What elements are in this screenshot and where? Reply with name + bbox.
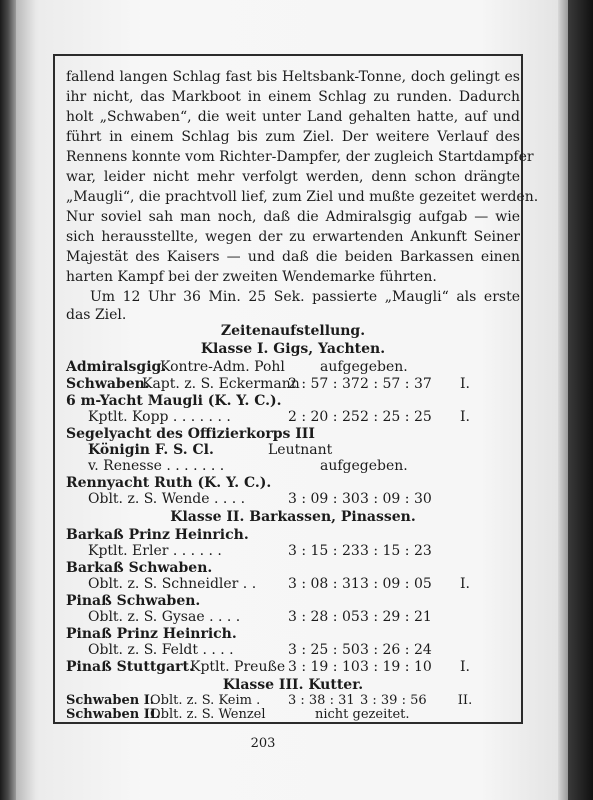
boat-name: Barkaß Prinz Heinrich. <box>66 527 249 543</box>
section-heading: Zeitenaufstellung. <box>220 323 366 339</box>
crew-name: Kptlt. Kopp . . . . . . . <box>88 409 231 425</box>
boat-name: Schwaben II. <box>66 707 161 722</box>
boat-name: 6 m-Yacht Maugli (K. Y. C.). <box>66 393 282 409</box>
time-corrected: 3 : 09 : 05 <box>360 576 432 592</box>
placing: I. <box>460 409 470 425</box>
placing: I. <box>460 576 470 592</box>
time-corrected: 3 : 15 : 23 <box>360 543 432 559</box>
crew-name: Oblt. z. S. Wende . . . . <box>88 491 246 507</box>
placing: I. <box>460 659 470 675</box>
paragraph-line: „Maugli“, die prachtvoll lief, zum Ziel und mußte gezeitet werden. <box>66 189 539 205</box>
boat-name: Barkaß Schwaben. <box>66 560 213 576</box>
time-corrected: 3 : 09 : 30 <box>360 491 432 507</box>
placing: I. <box>460 376 470 392</box>
boat-name: Segelyacht des Offizierkorps III <box>66 426 315 442</box>
boat-name: Schwaben I. <box>66 693 155 708</box>
boat-name-line2: Königin F. S. Cl. <box>88 442 214 458</box>
time-elapsed: 3 : 28 : 05 <box>288 609 360 625</box>
crew-name: Kptlt. Erler . . . . . . <box>88 543 222 559</box>
paragraph-line: war, leider nicht mehr verfolgt werden, denn schon drängte <box>66 169 520 185</box>
paragraph-line: holt „Schwaben“, die weit unter Land gehalten hatte, auf und <box>66 109 520 125</box>
class-heading: Klasse I. Gigs, Yachten. <box>200 341 386 357</box>
time-corrected: 3 : 26 : 24 <box>360 642 432 658</box>
time-corrected: 3 : 39 : 56 <box>360 693 427 708</box>
time-elapsed: 3 : 38 : 31 <box>288 693 355 708</box>
time-elapsed: 3 : 15 : 23 <box>288 543 360 559</box>
paragraph-line: Nur soviel sah man noch, daß die Admiralsgig aufgab — wie <box>66 209 520 225</box>
paragraph2-line: Um 12 Uhr 36 Min. 25 Sek. passierte „Maugli“ als erste <box>90 289 520 305</box>
paragraph-line: harten Kampf bei der zweiten Wendemarke führten. <box>66 269 437 285</box>
time-corrected: 3 : 19 : 10 <box>360 659 432 675</box>
boat-name: Pinaß Prinz Heinrich. <box>66 626 237 642</box>
crew-name: Oblt. z. S. Feldt . . . . <box>88 642 234 658</box>
crew-name: Oblt. z. S. Gysae . . . . <box>88 609 241 625</box>
page-edge <box>558 0 568 800</box>
time-elapsed: 2 : 20 : 25 <box>288 409 360 425</box>
crew-name: v. Renesse . . . . . . . <box>88 458 225 474</box>
paragraph-line: fallend langen Schlag fast bis Heltsbank-Tonne, doch gelingt es <box>66 69 520 85</box>
book-edge <box>568 0 593 800</box>
paragraph-line: ihr nicht, das Markboot in einem Schlag zu runden. Dadurch <box>66 89 520 105</box>
crew-name: Kapt. z. S. Eckermann <box>142 376 300 392</box>
crew-rank: Leutnant <box>268 442 333 458</box>
result-note: nicht gezeitet. <box>315 707 410 722</box>
time-corrected: 3 : 29 : 21 <box>360 609 432 625</box>
time-elapsed: 3 : 25 : 50 <box>288 642 360 658</box>
time-elapsed: 3 : 09 : 30 <box>288 491 360 507</box>
crew-name: Kptlt. Preuße <box>190 659 286 675</box>
crew-name: Oblt. z. S. Schneidler . . <box>88 576 257 592</box>
boat-name: Pinaß Schwaben. <box>66 593 201 609</box>
crew-name: Oblt. z. S. Keim . <box>150 693 261 708</box>
paragraph2-line: das Ziel. <box>66 307 127 323</box>
paragraph-line: Majestät des Kaisers — und daß die beiden Barkassen einen <box>66 249 520 265</box>
page-number: 203 <box>250 736 276 751</box>
crew-name: Oblt. z. S. Wenzel <box>150 707 266 722</box>
paragraph-line: Rennens konnte vom Richter-Dampfer, der zugleich Startdampfer <box>66 149 534 165</box>
class-heading: Klasse II. Barkassen, Pinassen. <box>170 509 416 525</box>
paragraph-line: führt in einem Schlag bis zum Ziel. Der weitere Verlauf des <box>66 129 520 145</box>
time-corrected: 2 : 25 : 25 <box>360 409 432 425</box>
boat-name: Schwaben. <box>66 376 150 392</box>
boat-name: Pinaß Stuttgart. <box>66 659 194 675</box>
boat-name: Rennyacht Ruth (K. Y. C.). <box>66 475 272 491</box>
time-corrected: 2 : 57 : 37 <box>360 376 432 392</box>
class-heading: Klasse III. Kutter. <box>222 677 364 693</box>
book-gutter <box>0 0 16 800</box>
result-note: aufgegeben. <box>320 458 408 474</box>
time-elapsed: 2 : 57 : 37 <box>288 376 360 392</box>
placing: II. <box>457 693 473 708</box>
paragraph-line: sich herausstellte, wegen der zu erwartenden Ankunft Seiner <box>66 229 520 245</box>
result-note: aufgegeben. <box>320 359 408 375</box>
crew-name: Kontre-Adm. Pohl <box>160 359 285 375</box>
boat-name: Admiralsgig. <box>66 359 167 375</box>
time-elapsed: 3 : 19 : 10 <box>288 659 360 675</box>
time-elapsed: 3 : 08 : 31 <box>288 576 360 592</box>
